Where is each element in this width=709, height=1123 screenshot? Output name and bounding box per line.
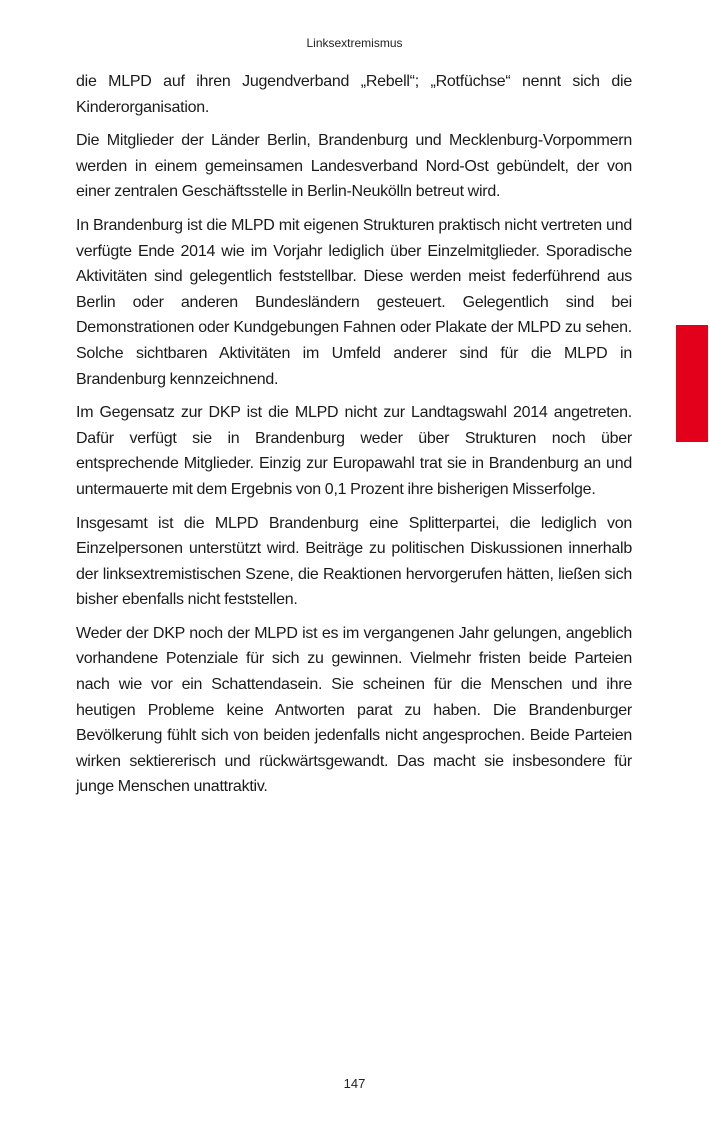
paragraph-5: Insgesamt ist die MLPD Brandenburg eine Splitterpartei, die lediglich von Einzelpersonen unterstützt wird. Beiträge zu politischen Diskussionen innerhalb der linksextremistischen Szene, die Reaktionen hervorgerufen hätten, ließen sich bisher ebenfalls nicht feststellen.	[76, 514, 632, 609]
paragraph-6: Weder der DKP noch der MLPD ist es im vergangenen Jahr gelungen, angeblich vorhandene Potenziale für sich zu gewinnen. Vielmehr fristen beide Parteien nach wie vor ein Schattendasein. Sie scheinen für die Menschen und ihre heutigen Probleme keine Antworten parat zu haben. Die Brandenburger Bevölkerung fühlt sich von beiden jedenfalls nicht angesprochen. Beide Parteien wirken sektiererisch und rückwärtsgewandt. Das macht sie insbesondere für junge Menschen unattraktiv.	[76, 624, 632, 796]
page-number: 147	[343, 1076, 366, 1091]
paragraph-4: Im Gegensatz zur DKP ist die MLPD nicht zur Landtagswahl 2014 angetreten. Dafür verfügt sie in Brandenburg weder über Strukturen noch über entsprechende Mitglieder. Einzig zur Europawahl trat sie in Brandenburg an und untermauerte mit dem Ergebnis von 0,1 Prozent ihre bisherigen Misserfolge.	[76, 404, 632, 498]
chapter-marker-tab	[676, 325, 708, 442]
running-header: Linksextremismus	[306, 36, 403, 50]
paragraph-3: In Brandenburg ist die MLPD mit eigenen Strukturen praktisch nicht vertreten und verfügte Ende 2014 wie im Vorjahr lediglich über Einzelmitglieder. Sporadische Aktivitäten sind gelegentlich feststellbar. Diese werden meist federführend aus Berlin oder anderen Bundesländern gesteuert. Gelegentlich sind bei Demonstrationen oder Kundgebungen Fahnen oder Plakate der MLPD zu sehen. Solche sichtbaren Aktivitäten im Umfeld anderer sind für die MLPD in Brandenburg kennzeichnend.	[76, 216, 632, 388]
body-text	[76, 69, 632, 808]
paragraph-1: die MLPD auf ihren Jugendverband „Rebell“; „Rotfüchse“ nennt sich die Kinderorganisation.	[76, 73, 632, 116]
paragraph-2: Die Mitglieder der Länder Berlin, Brandenburg und Mecklenburg-Vorpommern werden in einem gemeinsamen Landesverband Nord-Ost gebündelt, der von einer zentralen Geschäftsstelle in Berlin-Neukölln betreut wird.	[76, 132, 632, 201]
